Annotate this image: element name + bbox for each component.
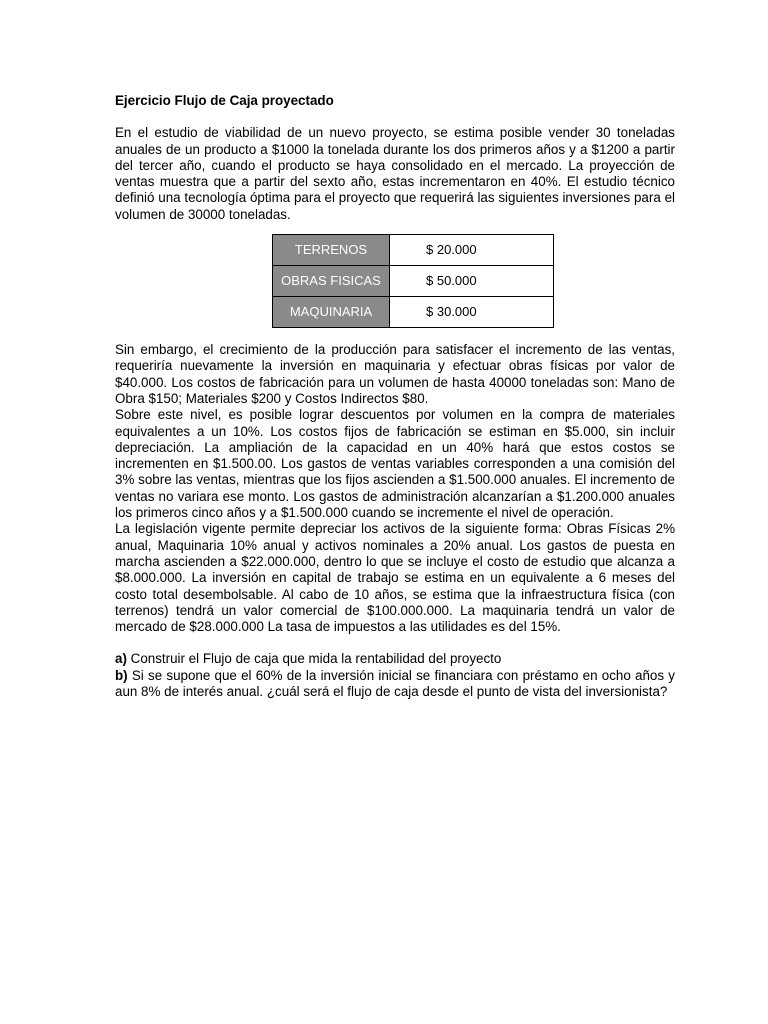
table-row [273,235,554,266]
investments-table [272,234,554,328]
investment-value: $ 20.000 [390,235,554,266]
question-b [115,668,675,701]
investment-label: OBRAS FISICAS [273,266,390,297]
question-text: Construir el Flujo de caja que mida la rentabilidad del proyecto [126,651,502,667]
question-marker: a) [115,651,127,667]
table-row [273,297,554,328]
question-text: Si se supone que el 60% de la inversión inicial se financiara con préstamo en ocho años y aun 8% de interés anual. ¿cuál será el flujo de caja desde el punto de vista del inversionista? [115,667,675,700]
exercise-title: Ejercicio Flujo de Caja proyectado [115,93,334,108]
document-content [115,93,675,700]
investment-value: $ 30.000 [390,297,554,328]
spacer [115,635,675,651]
intro-paragraph: En el estudio de viabilidad de un nuevo proyecto, se estima posible vender 30 toneladas anuales de un producto a $1000 la tonelada durante los dos primeros años y a $1200 a partir del tercer año, cuando el producto se haya consolidado en el mercado. La proyección de ventas muestra que a partir del sexto año, estas incrementaron en 40%. El estudio técnico definió una tecnología óptima para el proyecto que requerirá las siguientes inversiones para el volumen de 30000 toneladas. [115,125,675,222]
paragraph-3: La legislación vigente permite depreciar los activos de la siguiente forma: Obras Físicas 2% anual, Maquinaria 10% anual y activos nominales a 20% anual. Los gastos de puesta en marcha ascienden a $22.000.000, dentro lo que se incluye el costo de estudio que alcanza a $8.000.000. La inversión en capital de trabajo se estima en un equivalente a 6 meses del costo total desembolsable. Al cabo de 10 años, se estima que la infraestructura física (con terrenos) tendrá un valor comercial de $100.000.000. La maquinaria tendrá un valor de mercado de $28.000.000 La tasa de impuestos a las utilidades es del 15%. [115,521,675,635]
paragraph-2: Sobre este nivel, es posible lograr descuentos por volumen en la compra de materiales equivalentes a un 10%. Los costos fijos de fabricación se estiman en $5.000, sin incluir depreciación. La ampliación de la capacidad en un 40% hará que estos costos se incrementen en $1.500.00. Los gastos de ventas variables corresponden a una comisión del 3% sobre las ventas, mientras que los fijos ascienden a $1.500.000 anuales. El incremento de ventas no variara ese monto. Los gastos de administración alcanzarían a $1.200.000 anuales los primeros cinco años y a $1.500.000 cuando se incremente el nivel de operación. [115,407,675,521]
paragraph-1: Sin embargo, el crecimiento de la producción para satisfacer el incremento de las ventas, requeriría nuevamente la inversión en maquinaria y efectuar obras físicas por valor de $40.000. Los costos de fabricación para un volumen de hasta 40000 toneladas son: Mano de Obra $150; Materiales $200 y Costos Indirectos $80. [115,342,675,406]
table-row [273,266,554,297]
question-a [115,651,675,667]
investment-label: TERRENOS [273,235,390,266]
investment-label: MAQUINARIA [273,297,390,328]
question-marker: b) [115,667,128,683]
investment-value: $ 50.000 [390,266,554,297]
